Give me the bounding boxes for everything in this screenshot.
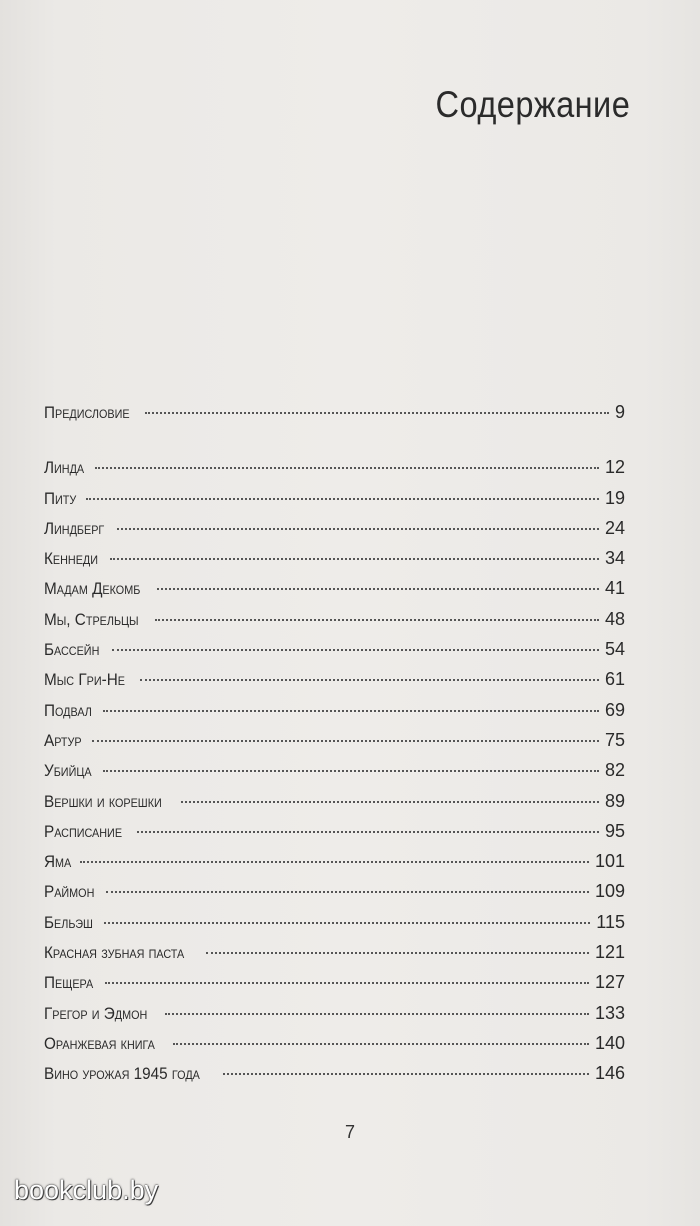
toc-entry-page: 69 [604, 699, 625, 720]
toc-entry-label: Кеннеди [44, 549, 98, 569]
toc-entry-label: Линда [44, 458, 85, 478]
toc-entry-page: 82 [604, 760, 625, 781]
toc-entry-page: 48 [604, 608, 625, 629]
toc-entry-label: Мадам Декомб [44, 579, 141, 599]
toc-entry [44, 664, 625, 694]
toc-entry [44, 1058, 625, 1088]
toc-entry-label: Мыс Гри-Не [44, 670, 125, 690]
toc-entry-label: Вино урожая 1945 года [44, 1064, 200, 1084]
toc-entry-page: 54 [604, 639, 625, 660]
toc-entry-label: Пещера [44, 973, 94, 993]
toc-entry-page: 19 [604, 487, 625, 508]
dot-leader [137, 830, 599, 833]
dot-leader [112, 648, 599, 651]
toc-entry [44, 998, 625, 1028]
toc-entry-page: 121 [594, 942, 625, 963]
toc-entry-page: 34 [604, 548, 625, 569]
dot-leader [173, 1042, 589, 1045]
dot-leader [110, 557, 599, 560]
toc-entry-page: 109 [594, 881, 625, 902]
toc-entry-page: 9 [614, 402, 625, 422]
dot-leader [106, 890, 589, 893]
toc-entry-page: 140 [594, 1032, 625, 1053]
toc-entry [44, 846, 625, 876]
dot-leader [92, 739, 599, 742]
toc-entry-page: 95 [604, 820, 625, 841]
toc-entry-page: 127 [594, 972, 625, 993]
table-of-contents [44, 397, 625, 1089]
toc-entry [44, 786, 625, 816]
toc-entry-label: Мы, Стрельцы [44, 609, 139, 629]
dot-leader [145, 411, 609, 414]
dot-leader [86, 497, 599, 500]
dot-leader [95, 466, 599, 469]
toc-entry [44, 967, 625, 997]
toc-entry-label: Расписание [44, 821, 123, 841]
dot-leader [105, 981, 589, 984]
toc-entry-page: 115 [596, 911, 625, 932]
toc-entry-label: Линдберг [44, 518, 105, 538]
toc-entry [44, 755, 625, 785]
toc-entry [44, 876, 625, 906]
toc-entry-label: Питу [44, 488, 77, 508]
dot-leader [181, 800, 599, 803]
page-number: 7 [344, 1122, 355, 1142]
dot-leader [117, 527, 599, 530]
dot-leader [103, 769, 599, 772]
toc-entry-label: Яма [44, 852, 72, 872]
toc-entry-label: Грегор и Эдмон [44, 1003, 148, 1023]
toc-entry [44, 1028, 625, 1058]
toc-entry-page: 41 [604, 578, 625, 599]
dot-leader [80, 860, 589, 863]
dot-leader [157, 587, 599, 590]
toc-entry [44, 816, 625, 846]
toc-entry [44, 937, 625, 967]
dot-leader [206, 951, 589, 954]
toc-entry-page: 89 [604, 790, 625, 811]
toc-entry [44, 907, 625, 937]
toc-entry-page: 61 [604, 669, 625, 690]
dot-leader [103, 709, 599, 712]
dot-leader [223, 1072, 589, 1075]
toc-entry-label: Бельэш [44, 912, 93, 932]
toc-entry-page: 24 [604, 517, 625, 538]
toc-entry-page: 133 [594, 1002, 625, 1023]
toc-entry [44, 543, 625, 573]
dot-leader [140, 678, 599, 681]
toc-entry [44, 513, 625, 543]
toc-entry-label: Красная зубная паста [44, 943, 185, 963]
toc-entry [44, 634, 625, 664]
toc-entry-label: Предисловие [44, 403, 130, 422]
toc-entry [44, 604, 625, 634]
toc-entry [44, 452, 625, 482]
toc-entry-page: 101 [594, 851, 625, 872]
toc-entry [44, 695, 625, 725]
toc-entry-label: Вершки и корешки [44, 791, 162, 811]
toc-entry-label: Подвал [44, 700, 92, 720]
toc-entry-label: Артур [44, 730, 82, 750]
toc-entry-page: 75 [604, 729, 625, 750]
toc-entry-label: Убийца [44, 761, 92, 781]
dot-leader [104, 921, 590, 924]
toc-entry-label: Оранжевая книга [44, 1033, 155, 1053]
watermark: bookclub.by [14, 1175, 159, 1205]
toc-entry-label: Раймон [44, 882, 95, 902]
toc-entry [44, 397, 625, 427]
page-title: Содержание [435, 84, 630, 125]
toc-entry-page: 12 [604, 457, 625, 478]
dot-leader [155, 618, 599, 621]
toc-entry [44, 725, 625, 755]
dot-leader [165, 1012, 589, 1015]
toc-entry [44, 483, 625, 513]
toc-entry [44, 573, 625, 603]
toc-entry-page: 146 [594, 1063, 625, 1084]
toc-entry-label: Бассейн [44, 640, 100, 660]
